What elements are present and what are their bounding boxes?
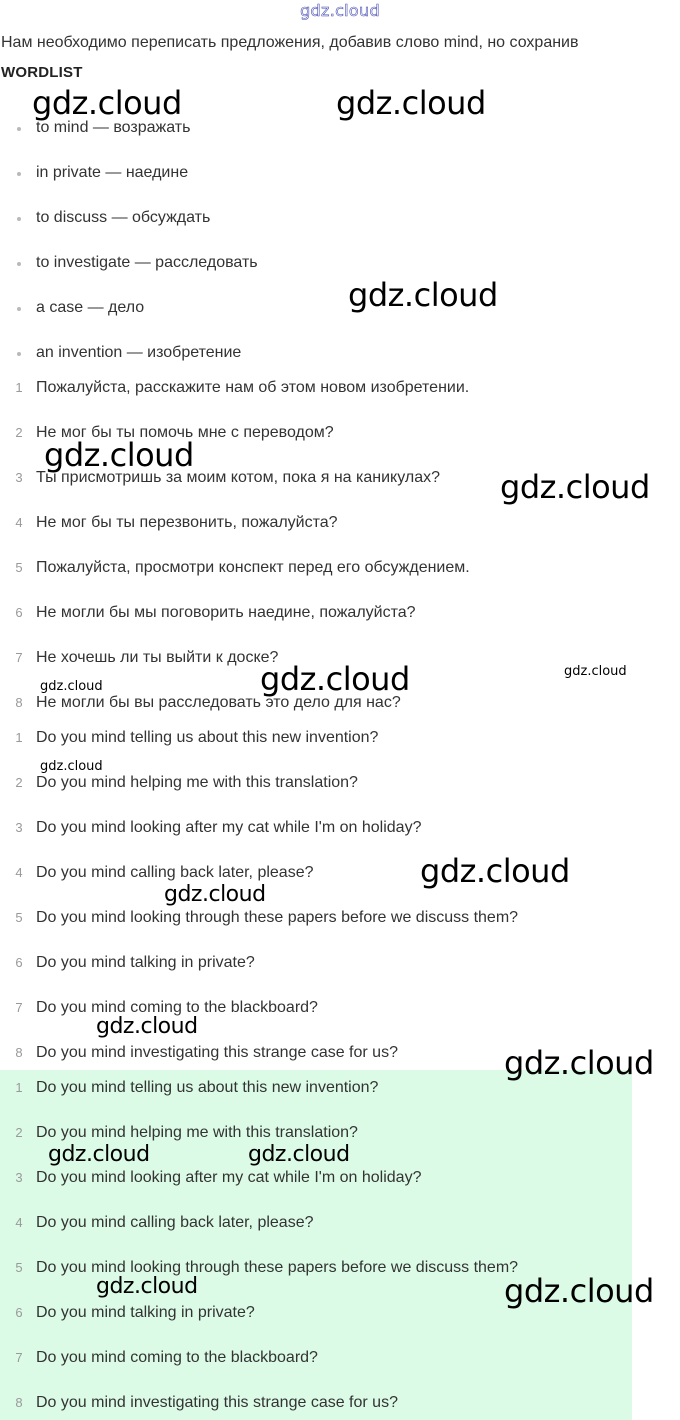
item-number: 5 xyxy=(15,560,23,575)
watermark: gdz.cloud xyxy=(500,468,650,506)
item-text: Do you mind helping me with this translation? xyxy=(36,1124,358,1141)
item-text: Do you mind telling us about this new invention? xyxy=(36,729,379,746)
item-text: Не хочешь ли ты выйти к доске? xyxy=(36,649,279,666)
bullet-icon xyxy=(17,262,21,266)
item-number: 5 xyxy=(15,1260,23,1275)
watermark: gdz.cloud xyxy=(348,276,498,314)
bullet-icon xyxy=(17,172,21,176)
item-text: Do you mind calling back later, please? xyxy=(36,1214,314,1231)
item-number: 2 xyxy=(15,1125,23,1140)
item-text: Не могли бы мы поговорить наедине, пожалуйста? xyxy=(36,604,416,621)
watermark: gdz.cloud xyxy=(420,852,570,890)
item-number: 6 xyxy=(15,955,23,970)
item-text: Do you mind telling us about this new invention? xyxy=(36,1079,379,1096)
watermark: gdz.cloud xyxy=(164,882,266,907)
item-number: 4 xyxy=(15,515,23,530)
item-number: 8 xyxy=(15,1045,23,1060)
item-text: Do you mind looking through these papers before we discuss them? xyxy=(36,909,519,926)
wordlist-item-text: to investigate — расследовать xyxy=(36,254,258,271)
item-number: 5 xyxy=(15,910,23,925)
item-text: Пожалуйста, просмотри конспект перед его обсуждением. xyxy=(36,559,470,576)
watermark: gdz.cloud xyxy=(96,1014,198,1039)
item-number: 3 xyxy=(15,470,23,485)
item-number: 2 xyxy=(15,425,23,440)
watermark: gdz.cloud xyxy=(44,436,194,474)
item-number: 6 xyxy=(15,605,23,620)
item-text: Do you mind calling back later, please? xyxy=(36,864,314,881)
bullet-icon xyxy=(17,352,21,356)
wordlist-item-text: to mind — возражать xyxy=(36,119,191,136)
item-text: Do you mind talking in private? xyxy=(36,1304,255,1321)
item-text: Do you mind looking through these papers before we discuss them? xyxy=(36,1259,519,1276)
watermark: gdz.cloud xyxy=(564,664,627,679)
item-number: 8 xyxy=(15,1395,23,1410)
item-number: 1 xyxy=(15,380,23,395)
bullet-icon xyxy=(17,127,21,131)
item-number: 6 xyxy=(15,1305,23,1320)
wordlist-heading: WORDLIST xyxy=(1,64,83,81)
watermark: gdz.cloud xyxy=(48,1142,150,1167)
item-text: Do you mind investigating this strange case for us? xyxy=(36,1044,398,1061)
item-text: Не мог бы ты перезвонить, пожалуйста? xyxy=(36,514,338,531)
watermark: gdz.cloud xyxy=(504,1044,654,1082)
item-text: Не могли бы вы расследовать это дело для нас? xyxy=(36,694,401,711)
item-number: 2 xyxy=(15,775,23,790)
item-text: Do you mind talking in private? xyxy=(36,954,255,971)
item-text: Ты присмотришь за моим котом, пока я на каникулах? xyxy=(36,469,440,486)
watermark: gdz.cloud xyxy=(40,679,103,694)
watermark: gdz.cloud xyxy=(336,84,486,122)
item-number: 4 xyxy=(15,1215,23,1230)
wordlist-item-text: in private — наедине xyxy=(36,164,189,181)
watermark: gdz.cloud xyxy=(260,660,410,698)
wordlist-item-text: an invention — изобретение xyxy=(36,344,242,361)
item-text: Do you mind investigating this strange case for us? xyxy=(36,1394,398,1411)
task-instruction: Нам необходимо переписать предложения, добавив слово mind, но сохранив xyxy=(1,34,579,51)
item-number: 3 xyxy=(15,1170,23,1185)
item-text: Do you mind helping me with this translation? xyxy=(36,774,358,791)
item-text: Do you mind coming to the blackboard? xyxy=(36,999,318,1016)
wordlist-item-text: a case — дело xyxy=(36,299,145,316)
watermark: gdz.cloud xyxy=(40,759,103,774)
item-number: 8 xyxy=(15,695,23,710)
bullet-icon xyxy=(17,307,21,311)
watermark: gdz.cloud xyxy=(248,1142,350,1167)
item-number: 1 xyxy=(15,1080,23,1095)
item-number: 3 xyxy=(15,820,23,835)
item-text: Не мог бы ты помочь мне с переводом? xyxy=(36,424,334,441)
item-number: 7 xyxy=(15,1350,23,1365)
site-logo[interactable]: gdz.cloud xyxy=(300,1,380,20)
item-number: 7 xyxy=(15,650,23,665)
item-number: 1 xyxy=(15,730,23,745)
item-text: Do you mind coming to the blackboard? xyxy=(36,1349,318,1366)
item-number: 4 xyxy=(15,865,23,880)
watermark: gdz.cloud xyxy=(504,1272,654,1310)
item-text: Do you mind looking after my cat while I'm on holiday? xyxy=(36,819,422,836)
watermark: gdz.cloud xyxy=(96,1274,198,1299)
wordlist-item-text: to discuss — обсуждать xyxy=(36,209,211,226)
item-number: 7 xyxy=(15,1000,23,1015)
bullet-icon xyxy=(17,217,21,221)
item-text: Пожалуйста, расскажите нам об этом новом изобретении. xyxy=(36,379,470,396)
watermark: gdz.cloud xyxy=(32,84,182,122)
item-text: Do you mind looking after my cat while I'm on holiday? xyxy=(36,1169,422,1186)
